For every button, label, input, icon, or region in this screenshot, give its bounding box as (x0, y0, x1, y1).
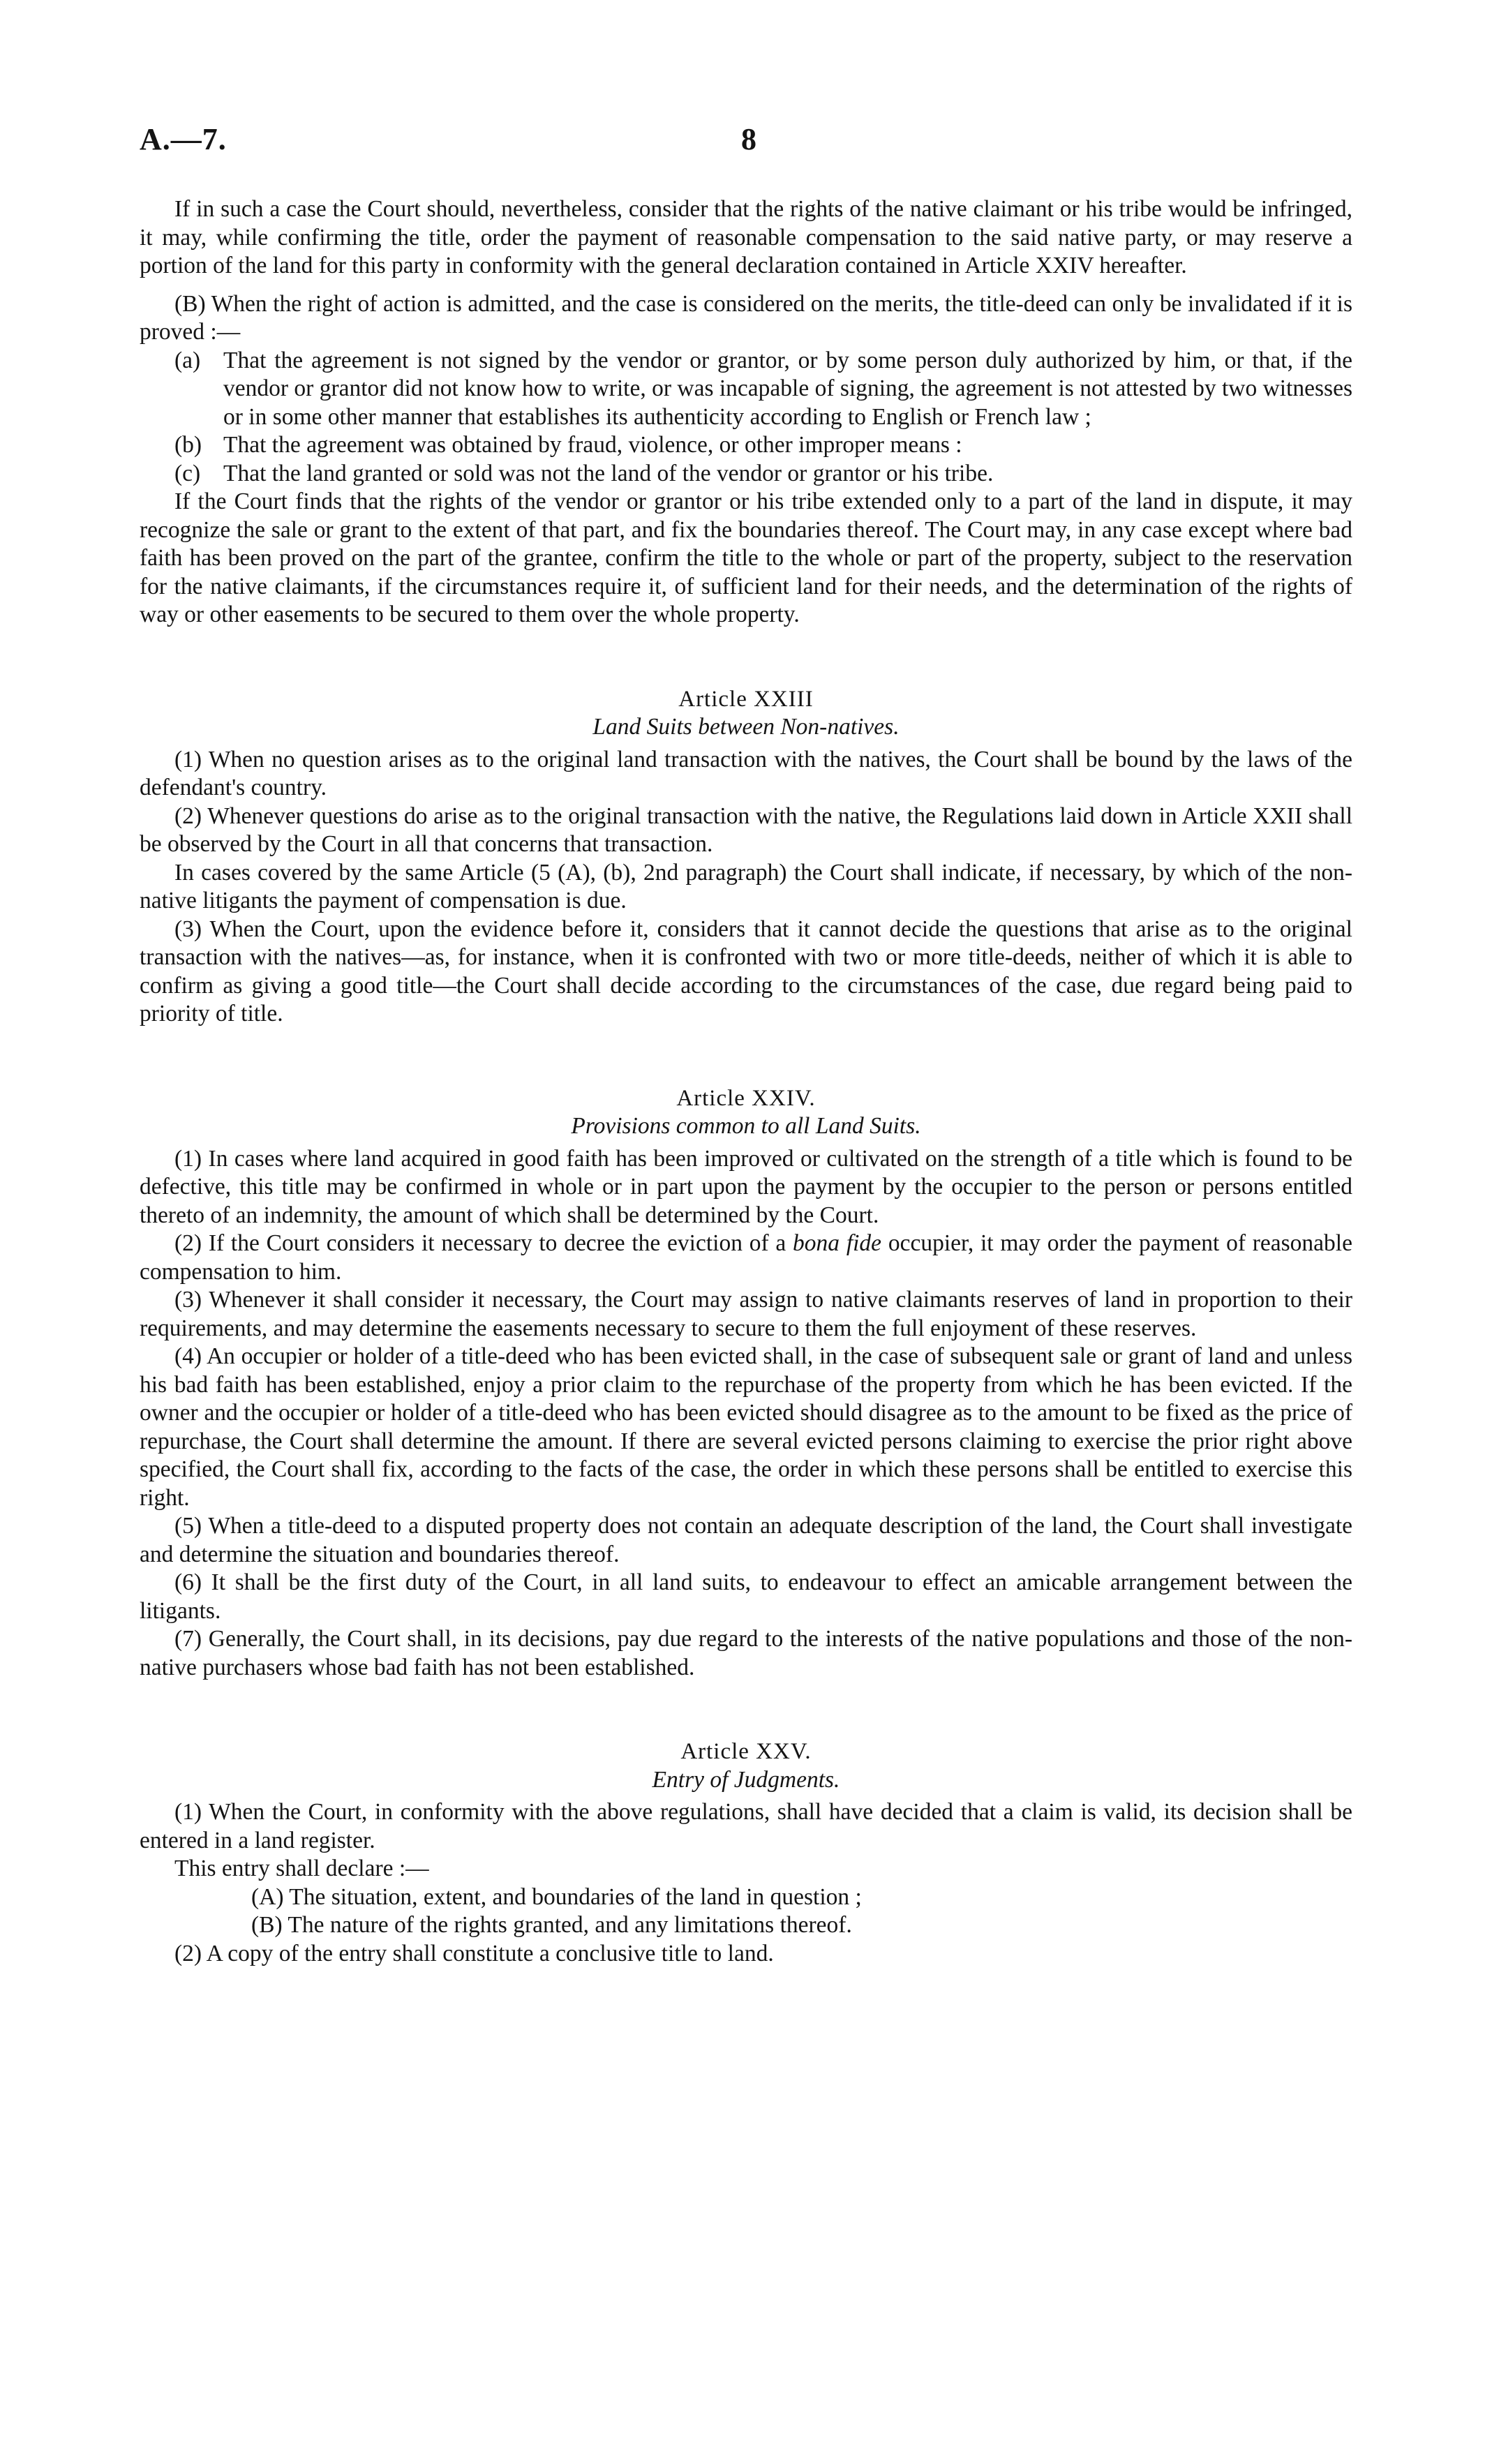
list-item-label: (b) (174, 432, 202, 458)
paragraph: (1) When the Court, in conformity with the above regulations, shall have decided that a claim is valid, its decision shall be entered in a land register. (140, 1799, 1352, 1853)
paragraph: (3) Whenever it shall consider it necessary, the Court may assign to native claimants reserves of land in proportion to their requirements, and may determine the easements necessary to secure to them the full enjoyment of these reserves. (140, 1287, 1352, 1341)
paragraph: (4) An occupier or holder of a title-deed who has been evicted shall, in the case of subsequent sale or grant of land and unless his bad faith has been established, enjoy a prior claim to the repurchase of the property from which he has been evicted. If the owner and the occupier or holder of a title-deed who has been evicted should disagree as to the amount to be fixed as the price of repurchase, the Court shall determine the amount. If there are several evicted persons claiming to exercise the prior right above specified, the Court shall fix, according to the facts of the case, the order in which these persons shall be entitled to exercise this right. (140, 1343, 1352, 1511)
list-item-text: That the land granted or sold was not the land of the vendor or grantor or his tribe. (223, 460, 994, 486)
paragraph: (2) Whenever questions do arise as to the original transaction with the native, the Regulations laid down in Article XXII shall be observed by the Court in all that concerns that transaction. (140, 802, 1352, 857)
article-heading: Article XXIII (678, 686, 814, 712)
document-reference: A.—7. (140, 122, 227, 156)
document-body (140, 195, 1352, 1968)
paragraph: (6) It shall be the first duty of the Court, in all land suits, to endeavour to effect an amicable arrangement between the litigants. (140, 1569, 1352, 1624)
paragraph: (1) In cases where land acquired in good faith has been improved or cultivated on the strength of a title which is found to be defective, this title may be confirmed in whole or in part upon the payment by the occupier to the person or persons entitled thereto of an indemnity, the amount of which shall be determined by the Court. (140, 1145, 1352, 1228)
article-heading: Article XXIV. (676, 1085, 816, 1111)
page-number: 8 (741, 122, 756, 156)
paragraph: (B) When the right of action is admitted, and the case is considered on the merits, the title-deed can only be invalidated if it is proved :— (140, 290, 1352, 345)
emphasis-text: bona fide (793, 1230, 882, 1256)
list-item-text: That the agreement was obtained by fraud, violence, or other improper means : (223, 432, 962, 458)
article-heading: Article XXV. (680, 1739, 812, 1764)
article-title: Provisions common to all Land Suits. (571, 1113, 921, 1139)
paragraph: If the Court finds that the rights of the vendor or grantor or his tribe extended only to a part of the land in dispute, it may recognize the sale or grant to the extent of that part, and fix the boundaries thereof. The Court may, in any case except where bad faith has been proved on the part of the grantee, confirm the title to the whole or part of the property, subject to the reservation for the native claimants, if the circumstances require it, of sufficient land for their needs, and the determination of the rights of way or other easements to be secured to them over the whole property. (140, 488, 1352, 627)
paragraph-text: occupier, it may order the payment of reasonable compensation to him. (140, 1230, 1352, 1285)
list-item (174, 460, 1352, 488)
list-item (174, 431, 1352, 460)
list-item-label: (a) (174, 347, 201, 373)
paragraph: (5) When a title-deed to a disputed property does not contain an adequate description of the land, the Court shall investigate and determine the situation and boundaries thereof. (140, 1513, 1352, 1567)
paragraph: (1) When no question arises as to the original land transaction with the natives, the Court shall be bound by the laws of the defendant's country. (140, 746, 1352, 800)
paragraph (140, 1230, 1352, 1286)
list-item: (B) The nature of the rights granted, and any limitations thereof. (251, 1912, 852, 1938)
paragraph: (3) When the Court, upon the evidence before it, considers that it cannot decide the questions that arise as to the original transaction with the natives—as, for instance, when it is confronted with two or more title-deeds, neither of which it is able to confirm as giving a good title—the Court shall decide according to the circumstances of the case, due regard being paid to priority of title. (140, 916, 1352, 1026)
paragraph: If in such a case the Court should, nevertheless, consider that the rights of the native claimant or his tribe would be infringed, it may, while confirming the title, order the payment of reasonable compensation to the said native party, or may reserve a portion of the land for this party in conformity with the general declaration contained in Article XXIV hereafter. (140, 196, 1352, 278)
paragraph: In cases covered by the same Article (5 (A), (b), 2nd paragraph) the Court shall indicate, if necessary, by which of the non-native litigants the payment of compensation is due. (140, 859, 1352, 913)
article-title: Entry of Judgments. (652, 1766, 840, 1793)
paragraph: (7) Generally, the Court shall, in its decisions, pay due regard to the interests of the native populations and those of the non-native purchasers whose bad faith has not been established. (140, 1626, 1352, 1680)
list-item-label: (c) (174, 460, 201, 486)
paragraph: (2) A copy of the entry shall constitute a conclusive title to land. (174, 1940, 774, 1966)
paragraph: This entry shall declare :— (174, 1856, 429, 1881)
list-item: (A) The situation, extent, and boundaries of the land in question ; (251, 1883, 862, 1910)
list-item-text: That the agreement is not signed by the vendor or grantor, or by some person duly authorized by him, or that, if the vendor or grantor did not know how to write, or was incapable of signing, the agreement is not attested by two witnesses or in some other manner that establishes its authenticity according to English or French law ; (223, 347, 1352, 430)
list-item (174, 347, 1352, 432)
article-title: Land Suits between Non-natives. (592, 714, 900, 740)
paragraph-text: (2) If the Court considers it necessary to decree the eviction of a (174, 1230, 793, 1256)
